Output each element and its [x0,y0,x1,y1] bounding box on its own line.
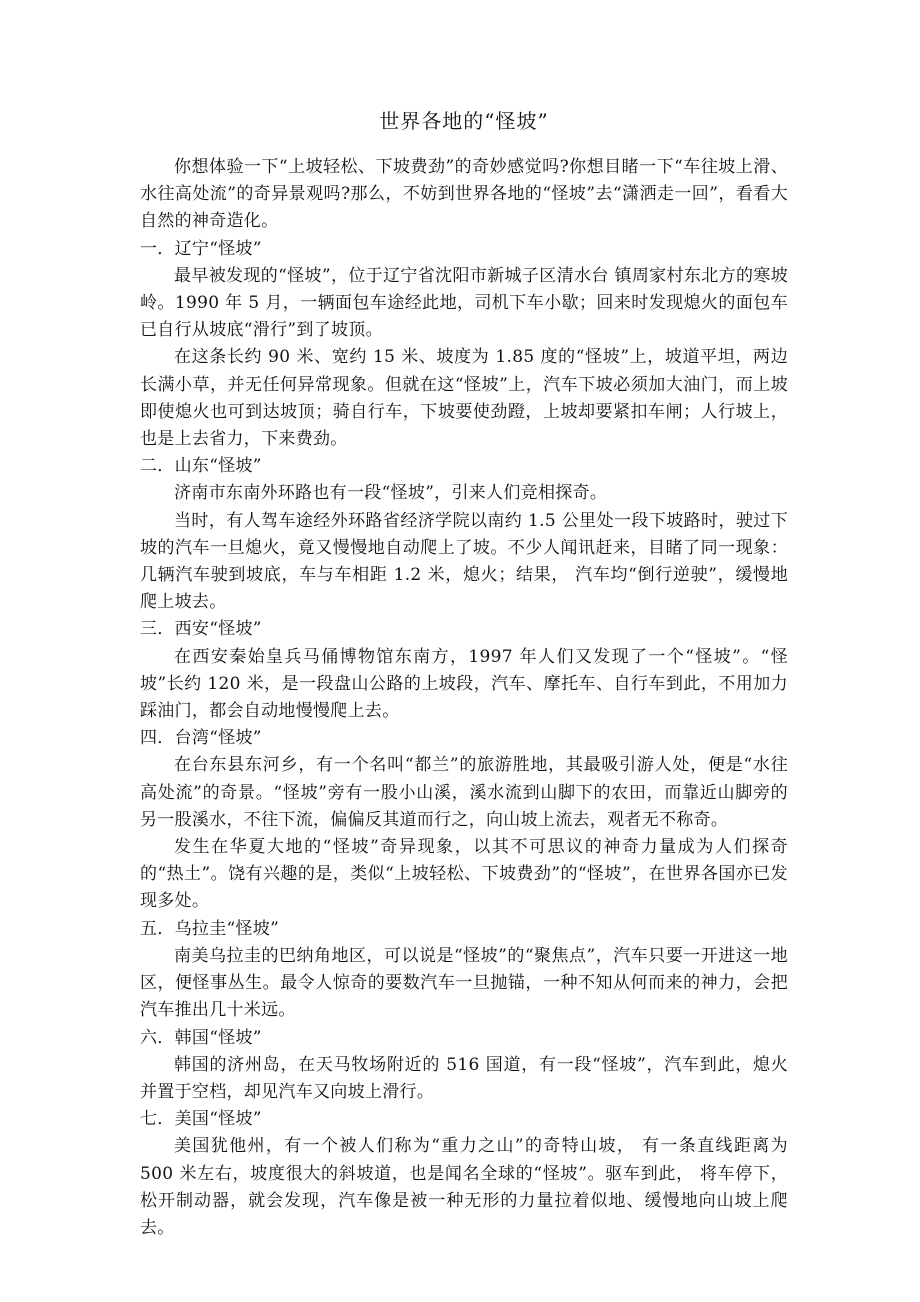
section-heading-uruguay: 五．乌拉圭“怪坡” [140,918,280,939]
section-paragraph: 韩国的济州岛，在天马牧场附近的 516 国道，有一段“怪坡”，汽车到此，熄火并置于空档，却见汽车又向坡上滑行。 [140,1054,788,1102]
section-heading-xian: 三．西安“怪坡” [140,619,262,640]
section-heading-shandong: 二．山东“怪坡” [140,456,262,477]
document-page [140,104,788,1242]
section-paragraph: 济南市东南外环路也有一段“怪坡”，引来人们竞相探奇。 [174,483,608,504]
section-paragraph: 在西安秦始皇兵马俑博物馆东南方，1997 年人们又发现了一个“怪坡”。“怪坡”长约 120 米，是一段盘山公路的上坡段，汽车、摩托车、自行车到此，不用加力踩油门，都会自动地慢慢爬上去。 [140,646,788,722]
document-title: 世界各地的“怪坡” [379,109,549,133]
intro-paragraph: 你想体验一下“上坡轻松、下坡费劲”的奇妙感觉吗?你想目睹一下“车往坡上滑、水往高处流”的奇异景观吗?那么，不妨到世界各地的“怪坡”去“潇洒走一回”，看看大自然的神奇造化。 [140,157,788,232]
section-paragraph: 在台东县东河乡，有一个名叫“都兰”的旅游胜地，其最吸引游人处，便是“水往高处流”的奇景。“怪坡”旁有一股小山溪，溪水流到山脚下的农田，而靠近山脚旁的另一股溪水，不往下流，偏偏反其道而行之，向山坡上流去，观者无不称奇。 [140,755,788,830]
section-heading-usa: 七．美国“怪坡” [140,1109,262,1130]
section-heading-liaoning: 一．辽宁“怪坡” [140,238,262,259]
section-heading-korea: 六．韩国“怪坡” [140,1027,262,1048]
section-paragraph: 美国犹他州，有一个被人们称为“重力之山”的奇特山坡， 有一条直线距离为 500 米左右，坡度很大的斜坡道，也是闻名全球的“怪坡”。驱车到此， 将车停下，松开制动器，就会发现，汽车像是被一种无形的力量拉着似地、缓慢地向山坡上爬去。 [140,1136,788,1238]
section-paragraph: 当时，有人驾车途经外环路省经济学院以南约 1.5 公里处一段下坡路时，驶过下坡的汽车一旦熄火，竟又慢慢地自动爬上了坡。不少人闻讯赶来，目睹了同一现象：几辆汽车驶到坡底，车与车相距 1.2 米，熄火；结果， 汽车均“倒行逆驶”，缓慢地爬上坡去。 [140,510,788,613]
section-paragraph: 最早被发现的“怪坡”，位于辽宁省沈阳市新城子区清水台 镇周家村东北方的寒坡岭。1990 年 5 月，一辆面包车途经此地，司机下车小歇；回来时发现熄火的面包车已自行从坡底“滑行”到了坡顶。 [140,265,788,341]
section-paragraph: 发生在华夏大地的“怪坡”奇异现象，以其不可思议的神奇力量成为人们探奇的“热土”。饶有兴趣的是，类似“上坡轻松、下坡费劲”的“怪坡”，在世界各国亦已发现多处。 [140,837,788,912]
section-paragraph: 南美乌拉圭的巴纳角地区，可以说是“怪坡”的“聚焦点”，汽车只要一开进这一地区，便怪事丛生。最令人惊奇的要数汽车一旦抛锚，一种不知从何而来的神力，会把汽车推出几十米远。 [140,945,788,1021]
section-heading-taiwan: 四．台湾“怪坡” [140,728,262,749]
section-paragraph: 在这条长约 90 米、宽约 15 米、坡度为 1.85 度的“怪坡”上，坡道平坦，两边长满小草，并无任何异常现象。但就在这“怪坡”上，汽车下坡必须加大油门，而上坡即使熄火也可到达坡顶；骑自行车，下坡要使劲蹬，上坡却要紧扣车闸；人行坡上，也是上去省力，下来费劲。 [140,347,788,450]
